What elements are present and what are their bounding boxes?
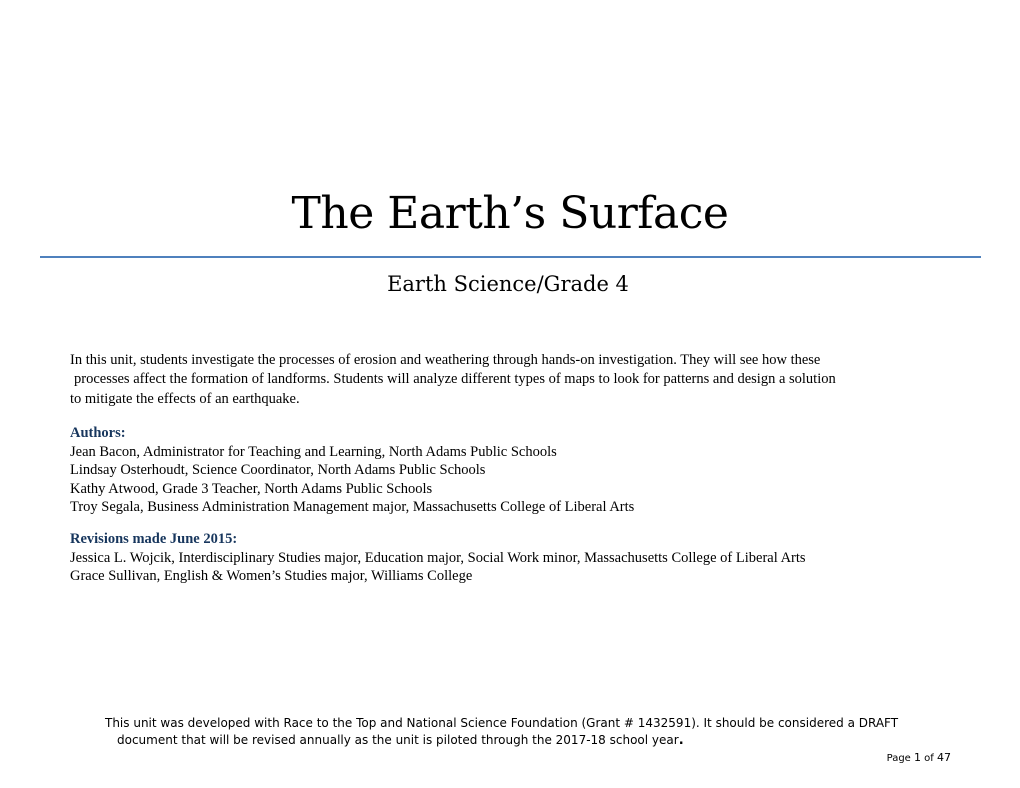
page-number [887, 751, 951, 766]
document-title: The Earth’s Surface [291, 188, 729, 239]
title-divider [40, 256, 981, 258]
intro-paragraph [70, 351, 970, 409]
footer-line-2 [117, 732, 684, 749]
document-subtitle: Earth Science/Grade 4 [387, 272, 629, 296]
author-entry: Jean Bacon, Administrator for Teaching and Learning, North Adams Public Schools [70, 443, 557, 460]
footer-line-1: This unit was developed with Race to the Top and National Science Foundation (Grant # 1432591). It should be considered a DRAFT [105, 716, 899, 730]
reviser-entry: Jessica L. Wojcik, Interdisciplinary Studies major, Education major, Social Work minor, Massachusetts College of Liberal Arts [70, 549, 806, 566]
authors-heading: Authors: [70, 425, 126, 441]
footer-line-2-period: . [678, 733, 684, 748]
page-number-current: 1 [914, 751, 921, 764]
page-number-separator: of [921, 753, 937, 764]
revisions-heading: Revisions made June 2015: [70, 531, 238, 547]
page-number-total: 47 [937, 751, 951, 764]
page-number-prefix: Page [886, 753, 914, 764]
footer-line-2-text: document that will be revised annually as the unit is piloted through the 2017-18 school year [117, 733, 679, 747]
author-entry: Troy Segala, Business Administration Management major, Massachusetts College of Liberal Arts [70, 499, 635, 515]
author-entry: Kathy Atwood, Grade 3 Teacher, North Adams Public Schools [70, 480, 433, 497]
authors-section [70, 424, 970, 517]
author-entry: Lindsay Osterhoudt, Science Coordinator, North Adams Public Schools [70, 462, 486, 478]
intro-line: to mitigate the effects of an earthquake. [70, 391, 300, 407]
intro-line: processes affect the formation of landforms. Students will analyze different types of maps to look for patterns and design a solution [74, 370, 836, 387]
revisions-section [70, 530, 970, 586]
reviser-entry: Grace Sullivan, English & Women’s Studies major, Williams College [70, 568, 473, 584]
intro-line: In this unit, students investigate the processes of erosion and weathering through hands-on investigation. They will see how these [70, 352, 821, 368]
